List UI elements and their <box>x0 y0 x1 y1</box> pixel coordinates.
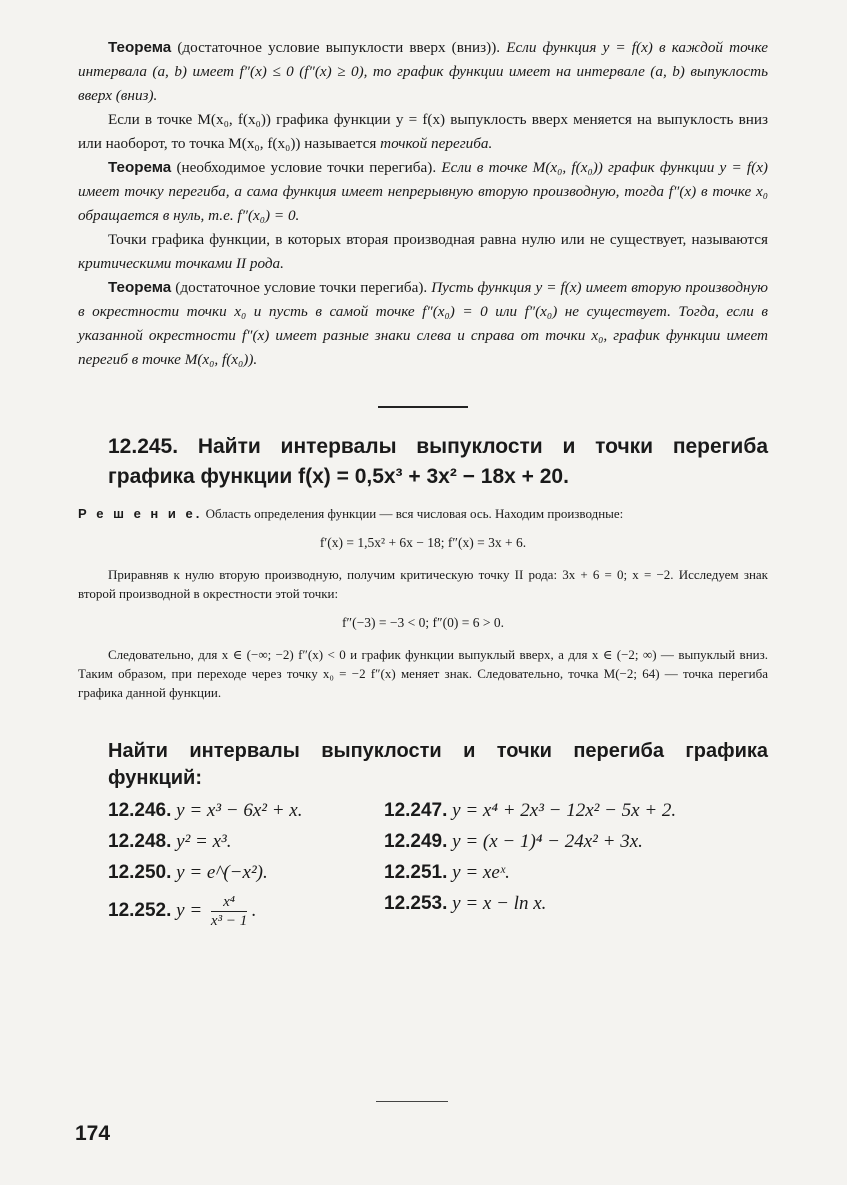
exercise-formula-suffix: . <box>251 899 256 921</box>
solution-intro <box>78 504 768 523</box>
exercise-number: 12.251. <box>384 862 448 883</box>
exercise-number: 12.247. <box>384 800 448 821</box>
exercise-item <box>384 800 784 822</box>
theorem-title: (необходимое условие точки перегиба). <box>171 159 442 176</box>
solution-conclusion: Следовательно, для x ∈ (−∞; −2) f″(x) < 0 и график функции выпуклый вверх, а для x ∈ (−2; ∞) — выпуклый вниз. Таким образом, при переходе через точку x₀ = −2 f″(x) меняет знак. Следовательно, точка M(−2; 64) — точка перегиба графика данной функции. <box>78 647 768 700</box>
inflection-definition <box>78 108 768 156</box>
formula-sign-check: f″(−3) = −3 < 0; f″(0) = 6 > 0. <box>342 615 504 630</box>
theorem-title: (достаточное условие точки перегиба). <box>171 279 432 296</box>
exercise-formula: y = x³ − 6x² + x. <box>171 800 303 821</box>
theorem-inflection-sufficient <box>78 276 768 372</box>
solution-label: Р е ш е н и е. <box>78 506 203 521</box>
exercise-formula: y = xeˣ. <box>447 862 510 883</box>
theorem-statement: Если функция y = f(x) в каждой точке интервала (a, b) имеет f″(x) ≤ 0 (f″(x) ≥ 0), то график функции имеет на интервале (a, b) выпуклость вверх (вниз). <box>78 39 769 104</box>
theorem-label: Теорема <box>108 279 172 296</box>
exercise-formula: y = x⁴ + 2x³ − 12x² − 5x + 2. <box>447 800 677 821</box>
definition-text: Если в точке M(x₀, f(x₀)) графика функции y = f(x) выпуклость вверх меняется на выпуклость вниз или наоборот, то точка M(x₀, f(x₀)) называется <box>78 111 768 152</box>
theorem-title: (достаточное условие выпуклости вверх (вниз)). <box>171 39 507 56</box>
exercise-number: 12.249. <box>384 831 448 852</box>
definition-term: точкой перегиба. <box>380 135 493 152</box>
page-number: 174 <box>75 1122 111 1145</box>
theorem-statement: Если в точке M(x₀, f(x₀)) график функции y = f(x) имеет точку перегиба, а сама функция имеет непрерывную вторую производную, тогда f″(x) в точке x₀ обращается в нуль, т.е. f″(x₀) = 0. <box>78 159 768 224</box>
solution-critical-point: Приравняв к нулю вторую производную, получим критическую точку II рода: 3x + 6 = 0; x = −2. Исследуем знак второй производной в окрестности этой точки: <box>78 567 768 601</box>
exercise-number: 12.246. <box>108 800 172 821</box>
critical-points-definition <box>78 228 768 276</box>
exercise-item <box>384 862 784 884</box>
exercise-number: 12.252. <box>108 899 172 921</box>
exercise-heading: Найти интервалы выпуклости и точки перегиба графика функций: <box>108 740 768 789</box>
textbook-page <box>78 36 768 930</box>
fraction-numerator: x⁴ <box>211 893 247 912</box>
exercise-item <box>108 862 384 884</box>
exercise-formula: y = x − ln x. <box>447 893 547 914</box>
fraction <box>211 893 247 930</box>
theorem-inflection-necessary <box>78 156 768 228</box>
exercise-item <box>108 800 384 822</box>
exercise-formula: y = e^(−x²). <box>171 862 268 883</box>
theorem-statement: Пусть функция y = f(x) имеет вторую производную в окрестности точки x₀ и пусть в самой точке f″(x₀) = 0 или f″(x₀) не существует. Тогда, если в указанной окрестности f″(x) имеет разные знаки слева и справа от точки x₀, график функции имеет перегиб в точке M(x₀, f(x₀)). <box>78 279 768 368</box>
formula-derivatives: f′(x) = 1,5x² + 6x − 18; f″(x) = 3x + 6. <box>319 535 527 550</box>
theorem-label: Теорема <box>108 39 172 56</box>
exercise-formula-prefix: y = <box>171 899 207 921</box>
definition-term: критическими точками II рода. <box>78 255 284 272</box>
solution-text: Область определения функции — вся числовая ось. Находим производные: <box>202 506 624 521</box>
theorem-convexity-sufficient <box>78 36 768 108</box>
exercise-formula: y² = x³. <box>171 831 232 852</box>
exercise-number: 12.250. <box>108 862 172 883</box>
problem-title: Найти интервалы выпуклости и точки перегиба графика функции f(x) = 0,5x³ + 3x² − 18x + 20. <box>108 435 768 488</box>
exercise-formula: y = (x − 1)⁴ − 24x² + 3x. <box>447 831 643 852</box>
footer-divider <box>376 1101 448 1102</box>
fraction-denominator: x³ − 1 <box>210 913 248 929</box>
problem-heading <box>78 432 768 492</box>
exercise-item <box>384 893 784 930</box>
theorem-label: Теорема <box>108 159 172 176</box>
exercise-item <box>108 893 384 930</box>
section-divider <box>378 406 468 408</box>
exercise-item <box>384 831 784 853</box>
definition-text: Точки графика функции, в которых вторая производная равна нулю или не существует, называются <box>108 231 768 248</box>
problem-number: 12.245. <box>108 435 179 458</box>
exercise-item <box>108 831 384 853</box>
exercise-number: 12.253. <box>384 893 448 914</box>
exercise-list <box>78 800 768 930</box>
exercise-number: 12.248. <box>108 831 172 852</box>
